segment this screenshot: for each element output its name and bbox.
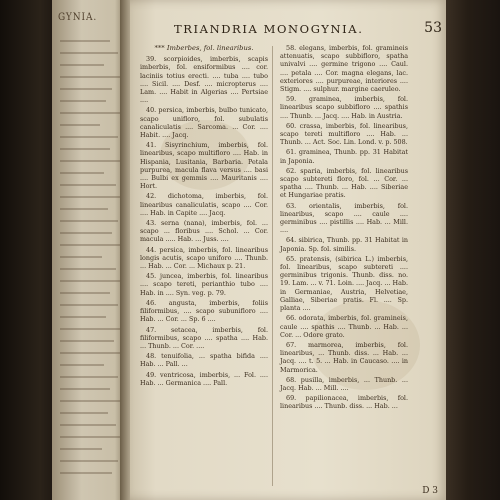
- species-entry: 46. angusta, imberbis, foliis filiformibus, .... scapo subunifloro .... Hab. ... Cor. ... Sp. 6 ....: [140, 298, 268, 324]
- species-entry: 39. scorpioides, imberbis, scapis imberbis, fol. ensiformibus .... cor. laciniis totius erecti. .... tuba .... tubo .... Sicil. .... Desf. .... micropterus .... Lam. .... Habit in Algerias .... Pertsiae ....: [140, 55, 268, 105]
- page-number: 53: [424, 20, 442, 36]
- species-entry: 44. persica, imberbis, fol. linearibus longis acutis, scapo uniforo .... Thunb. ... Hab. ... Cor. ... Michaux p. 21.: [140, 245, 268, 271]
- species-entry: 43. serna (nana), imberbis, fol. ... scapo ... floribus .... Schol. ... Cor. macula ..... Hab. ... Juss. ....: [140, 219, 268, 244]
- species-entry: 41. Sisyrinchium, imberbis, fol. linearibus, scapo multifloro .... Hab. in Hispania, Lusitania, Barbaria. Petala purpurea, macula flava versus .... basi .... Bulbi ex gemmis .... Mauritanis .... Hort.: [140, 141, 268, 191]
- species-entry: 64. sibirica, Thunb. pp. 31 Habitat in Japonia. Sp. fol. similis.: [280, 236, 408, 253]
- species-entry: 59. graminea, imberbis, fol. linearibus scapo subbifloro .... spathis .... Thunb. ... Jacq. .... Hab. in Austria.: [280, 95, 408, 120]
- species-entry: 48. tenuifolia, ... spatha bifida .... Hab. ... Pall. ...: [140, 352, 268, 369]
- species-entry: 60. crassa, imberbis, fol. linearibus, scapo tereti multifloro .... Hab. ... Thunb. ... Act. Soc. Lin. Lond. v. p. 508.: [280, 121, 408, 147]
- species-entry: 40. persica, imberbis, bulbo tunicato, scapo unifloro, fol. subulatis canaliculatis .... Sarcoma. ... Cor. .... Habit. .... Jacq.: [140, 106, 268, 140]
- species-entry: 45. juncea, imberbis, fol. linearibus .... scapo tereti, perianthio tubo .... Hab. in .... Syn. veg. p. 79.: [140, 272, 268, 297]
- left-page-heading-fragment: GYNIA.: [58, 12, 98, 23]
- background-edge: [446, 0, 500, 500]
- species-entry: 58. elegans, imberbis, fol. gramineis attenuatis, scapo subbifloro, spatha univalvi .... germine trigono .... Caul. .... petala .... Cor. magna elegans, lac. exteriores .... purpureae, interiores .... Stigm. .... sulphur. margine caeruleo.: [280, 44, 408, 94]
- species-entry: 65. pratensis, (sibirica L.) imberbis, fol. linearibus, scapo subtereti .... germinibus trigonis. Thunb. diss. no. 19. Lam. ... v. 71. Loin. .... Jacq. ... Hab. in Germaniae, Austria, Helvetiae, Galliae, Siberiae pratis. Fl. .... Sp. planta ....: [280, 254, 408, 313]
- species-entry: 63. orientalis, imberbis, fol. linearibus, scapo .... caule .... germinibus .... pistillis .... Hab. ... Mill. ....: [280, 201, 408, 235]
- species-entry: 62. sparia, imberbis, fol. linearibus scapo subtereti floro, fol. ... Cor. ... spatha .... Thunb. ... Hab. .... Siberiae et Hungariae pratis.: [280, 166, 408, 200]
- species-entry: 49. ventricosa, imberbis, ... Fol. .... Hab. ... Germanica .... Pall.: [140, 370, 268, 387]
- left-text-column: [140, 44, 268, 389]
- species-entry: 42. dichotoma, imberbis, fol. linearibus canaliculatis, scapo .... Cor. .... Hab. in Capite .... Jacq.: [140, 192, 268, 217]
- right-text-column: [280, 44, 408, 413]
- left-page-fragment: [52, 0, 126, 500]
- species-entry: 69. papilionacea, imberbis, fol. linearibus .... Thunb. diss. ... Hab. ...: [280, 394, 408, 411]
- running-head-title: TRIANDRIA MONOGYNIA.: [174, 22, 364, 36]
- running-head: [174, 22, 444, 38]
- signature-mark: D 3: [422, 486, 438, 496]
- species-entry: 47. setacea, imberbis, fol. filiformibus, scapo .... spatha .... Hab. ... Thunb. ... Cor. ....: [140, 325, 268, 350]
- species-entry: 66. odorata, imberbis, fol. gramineis, caule .... spathis .... Thunb. ... Hab. ... Cor. ... Odore grato.: [280, 314, 408, 339]
- column-divider: [272, 46, 273, 486]
- right-page: [130, 0, 448, 500]
- species-entry: 68. pusilla, imberbis, ... Thunb. ... Jacq. Hab. ... Mill. ....: [280, 375, 408, 392]
- species-entry: 61. graminea, Thunb. pp. 31 Habitat in Japonia.: [280, 148, 408, 165]
- section-heading: *** Imberbes, fol. linearibus.: [154, 44, 254, 52]
- species-entry: 67. marmorea, imberbis, fol. linearibus, ... Thunb. diss. ... Hab. ... Jacq. .... t. 5. ... Hab. in Caucaso. .... in Marmorica.: [280, 340, 408, 374]
